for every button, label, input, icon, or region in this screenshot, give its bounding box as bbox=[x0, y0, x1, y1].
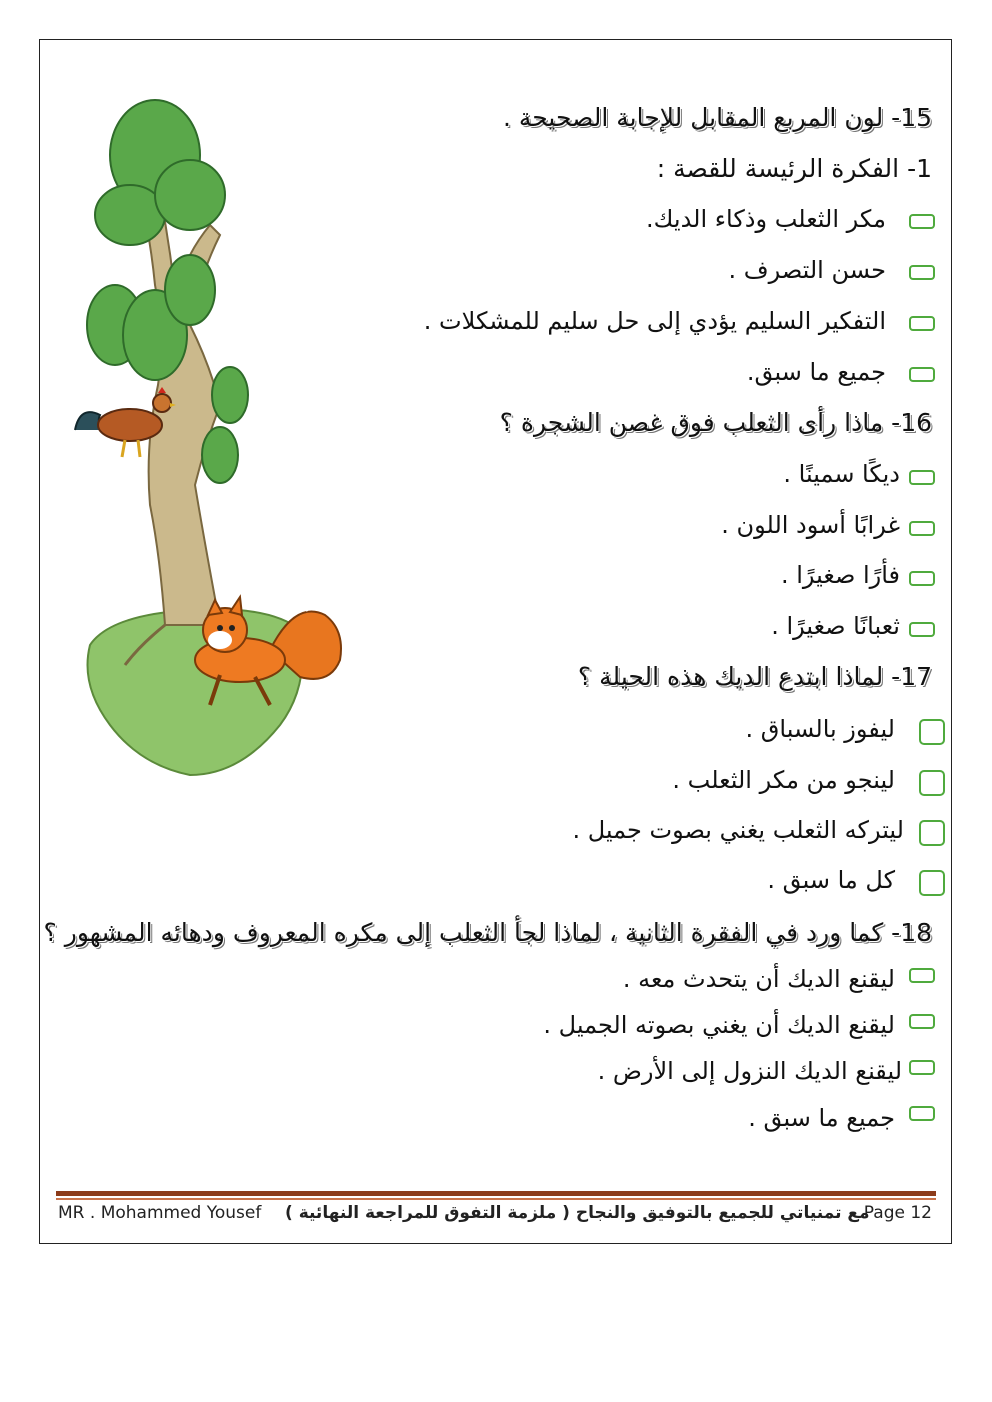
question-15-subtitle: 1- الفكرة الرئيسة للقصة : bbox=[656, 154, 932, 183]
q18-option-3-label: ليقنع الديك النزول إلى الأرض . bbox=[597, 1057, 902, 1085]
q18-option-2-label: ليقنع الديك أن يغني بصوته الجميل . bbox=[543, 1011, 895, 1039]
q17-option-4-checkbox[interactable] bbox=[919, 870, 945, 896]
q17-option-2-checkbox[interactable] bbox=[919, 770, 945, 796]
q15-option-4-checkbox[interactable] bbox=[909, 367, 935, 382]
q17-option-2-label: لينجو من مكر الثعلب . bbox=[672, 766, 895, 794]
q18-option-1-checkbox[interactable] bbox=[909, 968, 935, 983]
question-17-title: 17- لماذا ابتدع الديك هذه الحيلة ؟ bbox=[577, 662, 932, 691]
footer-rule-thick bbox=[56, 1191, 936, 1196]
q18-option-2-checkbox[interactable] bbox=[909, 1014, 935, 1029]
q17-option-3-label: ليتركه الثعلب يغني بصوت جميل . bbox=[572, 816, 904, 844]
q15-option-2-label: حسن التصرف . bbox=[728, 256, 886, 284]
q15-option-3-checkbox[interactable] bbox=[909, 316, 935, 331]
q17-option-3-checkbox[interactable] bbox=[919, 820, 945, 846]
q18-option-1-label: ليقنع الديك أن يتحدث معه . bbox=[622, 965, 895, 993]
q15-option-4-label: جميع ما سبق. bbox=[746, 358, 886, 386]
q17-option-4-label: كل ما سبق . bbox=[767, 866, 895, 894]
footer-wishes: مع تمنياتي للجميع بالتوفيق والنجاح ( ملزمة التفوق للمراجعة النهائية ) bbox=[285, 1203, 870, 1223]
q16-option-4-label: ثعبانًا صغيرًا . bbox=[771, 612, 900, 640]
q15-option-1-checkbox[interactable] bbox=[909, 214, 935, 229]
q18-option-3-checkbox[interactable] bbox=[909, 1060, 935, 1075]
q18-option-4-label: جميع ما سبق . bbox=[748, 1104, 895, 1132]
q17-option-1-checkbox[interactable] bbox=[919, 719, 945, 745]
footer-rule-thin bbox=[56, 1198, 936, 1200]
q16-option-1-label: ديكًا سمينًا . bbox=[783, 460, 900, 488]
question-18-title: 18- كما ورد في الفقرة الثانية ، لماذا لجأ الثعلب إلى مكره المعروف ودهائه المشهور ؟ bbox=[43, 918, 932, 947]
q16-option-1-checkbox[interactable] bbox=[909, 470, 935, 485]
q16-option-4-checkbox[interactable] bbox=[909, 622, 935, 637]
q16-option-3-label: فأرًا صغيرًا . bbox=[780, 561, 900, 589]
q16-option-2-label: غرابًا أسود اللون . bbox=[721, 511, 900, 539]
footer-page-number: Page 12 bbox=[863, 1203, 932, 1223]
story-illustration bbox=[70, 85, 360, 785]
q15-option-1-label: مكر الثعلب وذكاء الديك. bbox=[646, 205, 886, 233]
q15-option-3-label: التفكير السليم يؤدي إلى حل سليم للمشكلات . bbox=[423, 307, 886, 335]
island-icon bbox=[88, 609, 303, 775]
q16-option-3-checkbox[interactable] bbox=[909, 571, 935, 586]
q15-option-2-checkbox[interactable] bbox=[909, 265, 935, 280]
q18-option-4-checkbox[interactable] bbox=[909, 1106, 935, 1121]
question-16-title: 16- ماذا رأى الثعلب فوق غصن الشجرة ؟ bbox=[499, 408, 932, 437]
question-15-title: 15- لون المربع المقابل للإجابة الصحيحة . bbox=[502, 103, 932, 132]
footer-author: MR . Mohammed Yousef bbox=[58, 1203, 262, 1223]
q17-option-1-label: ليفوز بالسباق . bbox=[745, 715, 895, 743]
q16-option-2-checkbox[interactable] bbox=[909, 521, 935, 536]
